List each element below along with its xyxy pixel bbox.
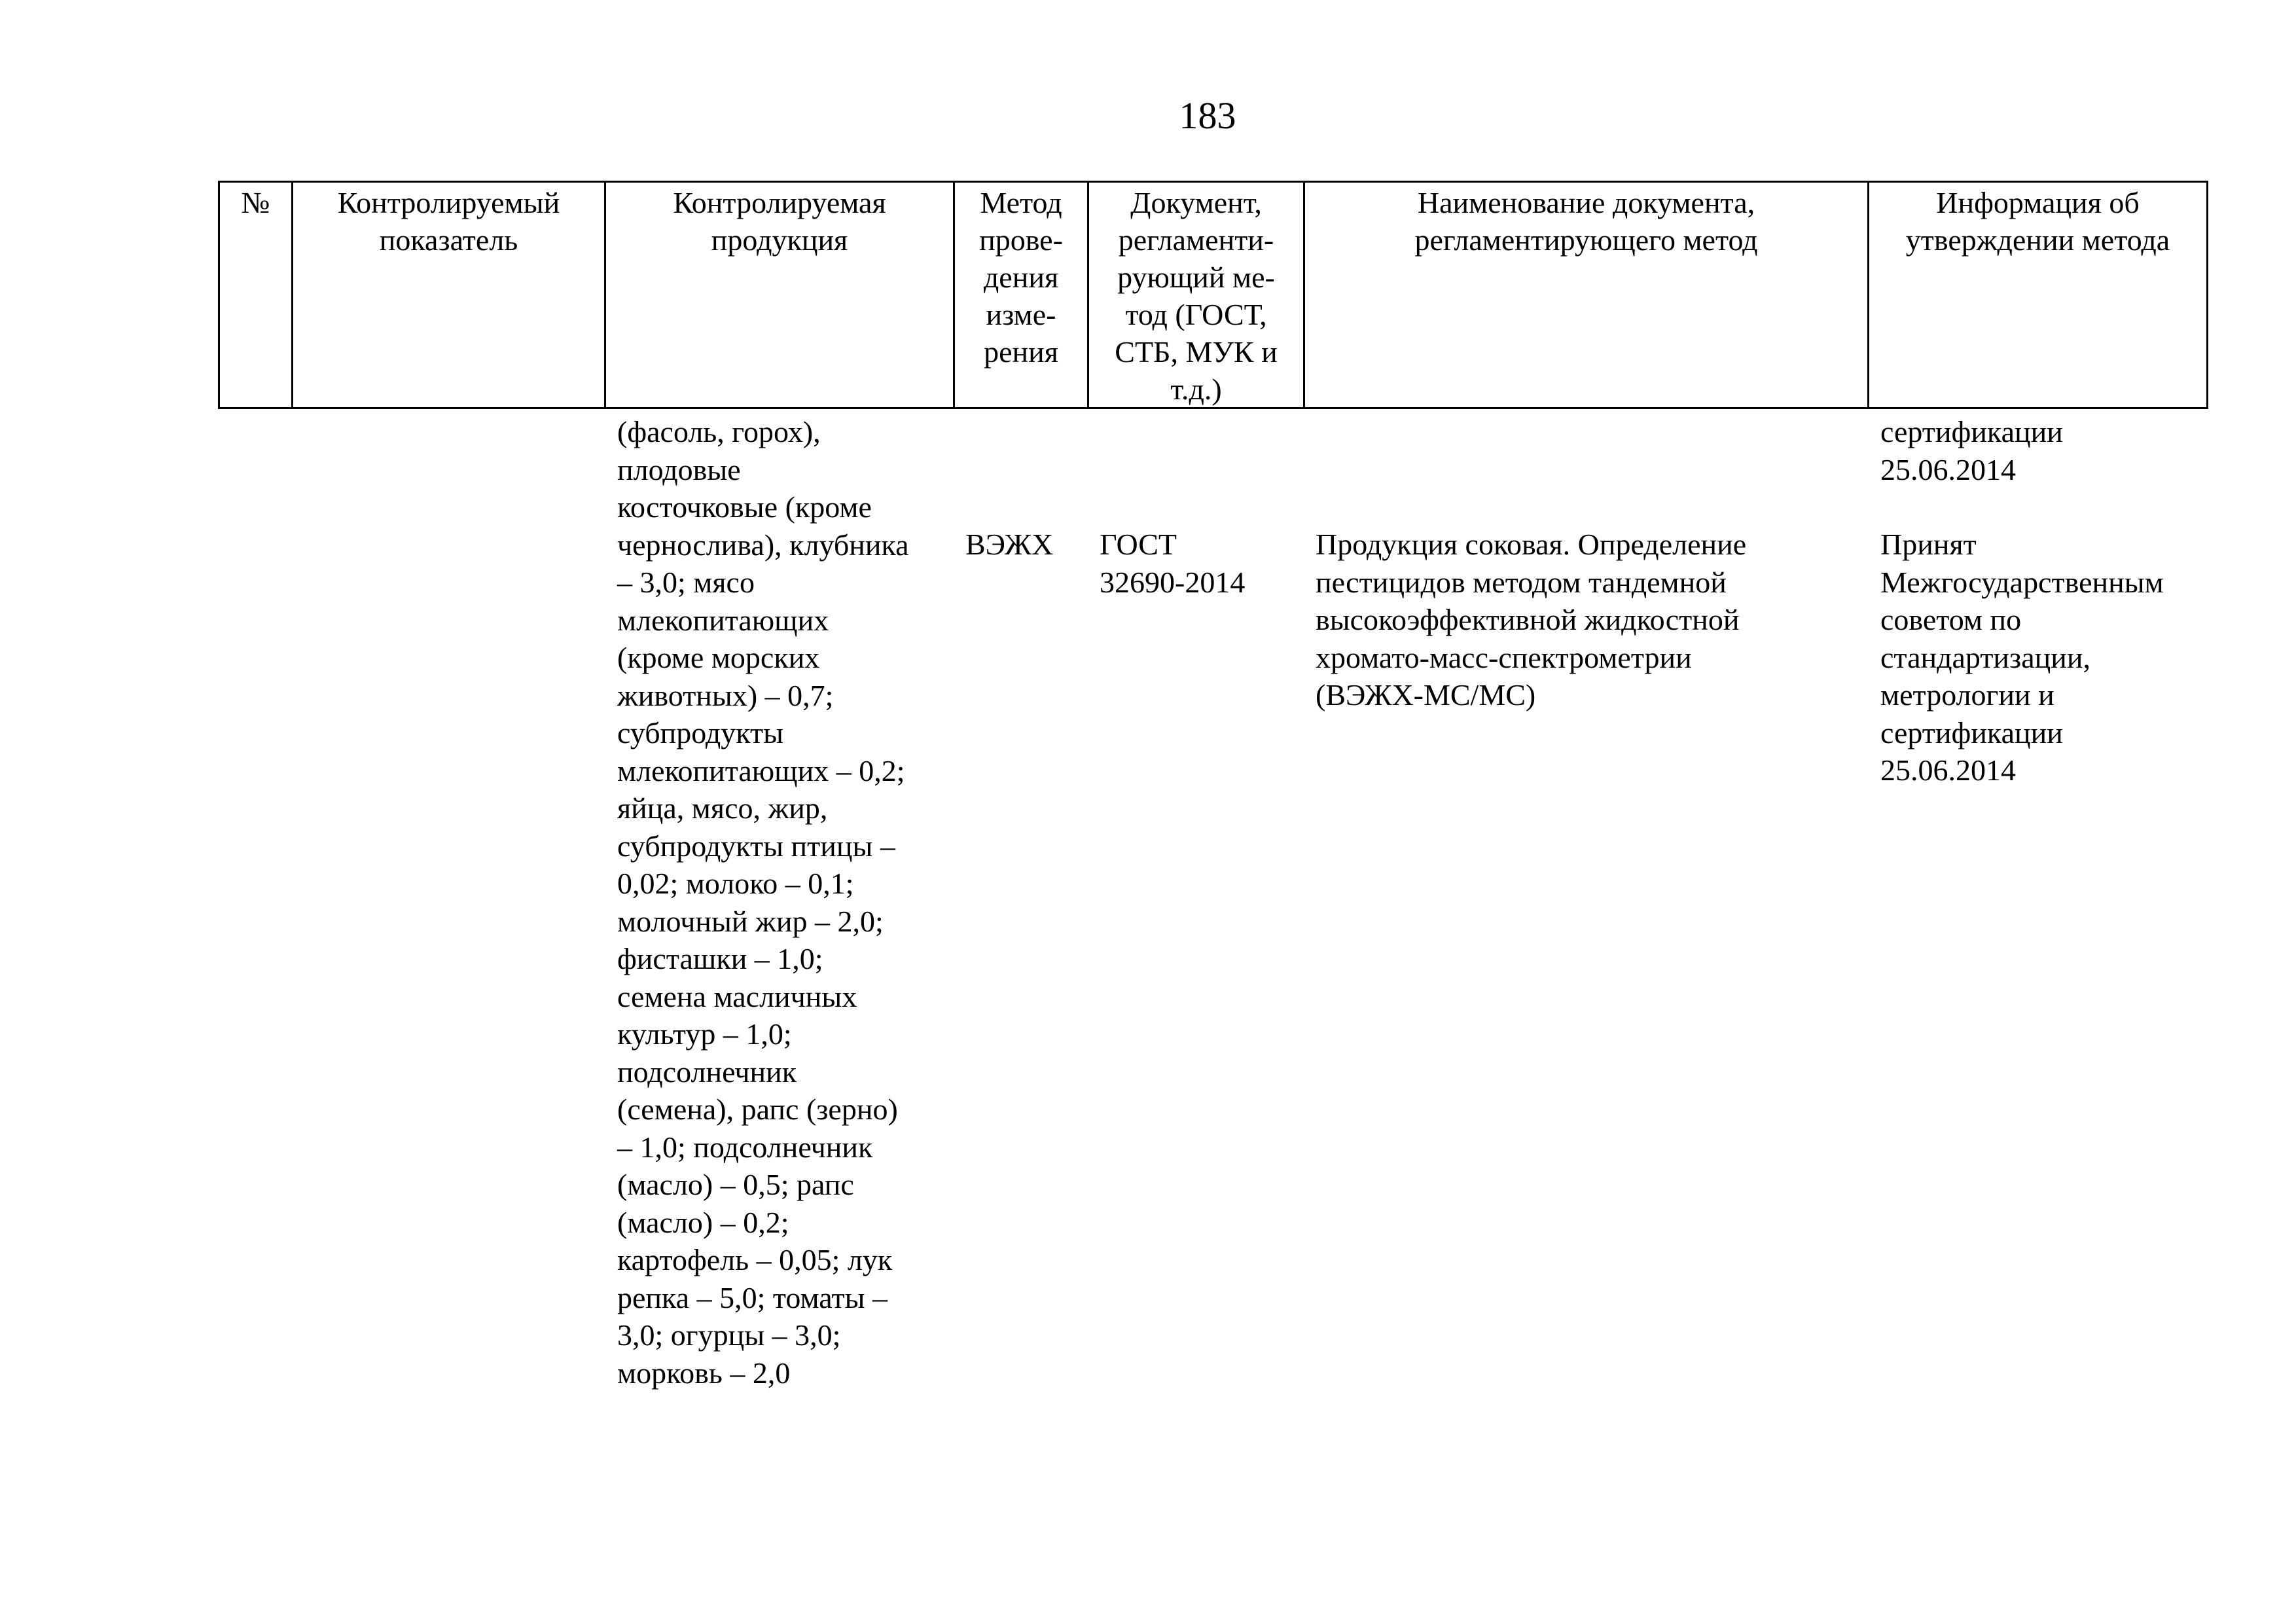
header-number: № — [220, 183, 293, 407]
header-method: Метод прове- дения изме- рения — [955, 183, 1089, 407]
cell-approval-prev: сертификации 25.06.2014 — [1880, 415, 2063, 486]
header-indicator: Контролируемый показатель — [293, 183, 606, 407]
cell-approval: Принят Межгосударственным советом по стандартизации, метрологии и сертификации 25.06.2014 — [1880, 528, 2164, 787]
cell-document: ГОСТ 32690-2014 — [1100, 528, 1246, 599]
header-document-name: Наименование документа, регламентирующего метод — [1305, 183, 1869, 407]
header-document: Документ, регламенти- рующий ме- тод (ГОСТ, СТБ, МУК и т.д.) — [1089, 183, 1305, 407]
cell-method: ВЭЖХ — [965, 528, 1054, 561]
cell-document-name: Продукция соковая. Определение пестицидов методом тандемной высокоэффективной жидкостной хромато-масс-спектрометрии (ВЭЖХ-МС/МС) — [1316, 528, 1747, 712]
header-product: Контролируемая продукция — [606, 183, 955, 407]
table-header — [218, 181, 2208, 409]
header-approval: Информация об утверждении метода — [1905, 186, 2170, 257]
page-number: 183 — [1179, 94, 1236, 137]
cell-product: (фасоль, горох), плодовые косточковые (кроме чернослива), клубника – 3,0; мясо млекопитающих (кроме морских животных) – 0,7; субпродукты млекопитающих – 0,2; яйца, мясо, жир, субпродукты птицы – 0,02; молоко – 0,1; молочный жир – 2,0; фисташки – 1,0; семена масличных культур – 1,0; подсолнечник (семена), рапс (зерно) – 1,0; подсолнечник (масло) – 0,5; рапс (масло) – 0,2; картофель – 0,05; лук репка – 5,0; томаты – 3,0; огурцы – 3,0; морковь – 2,0 — [617, 415, 909, 1390]
